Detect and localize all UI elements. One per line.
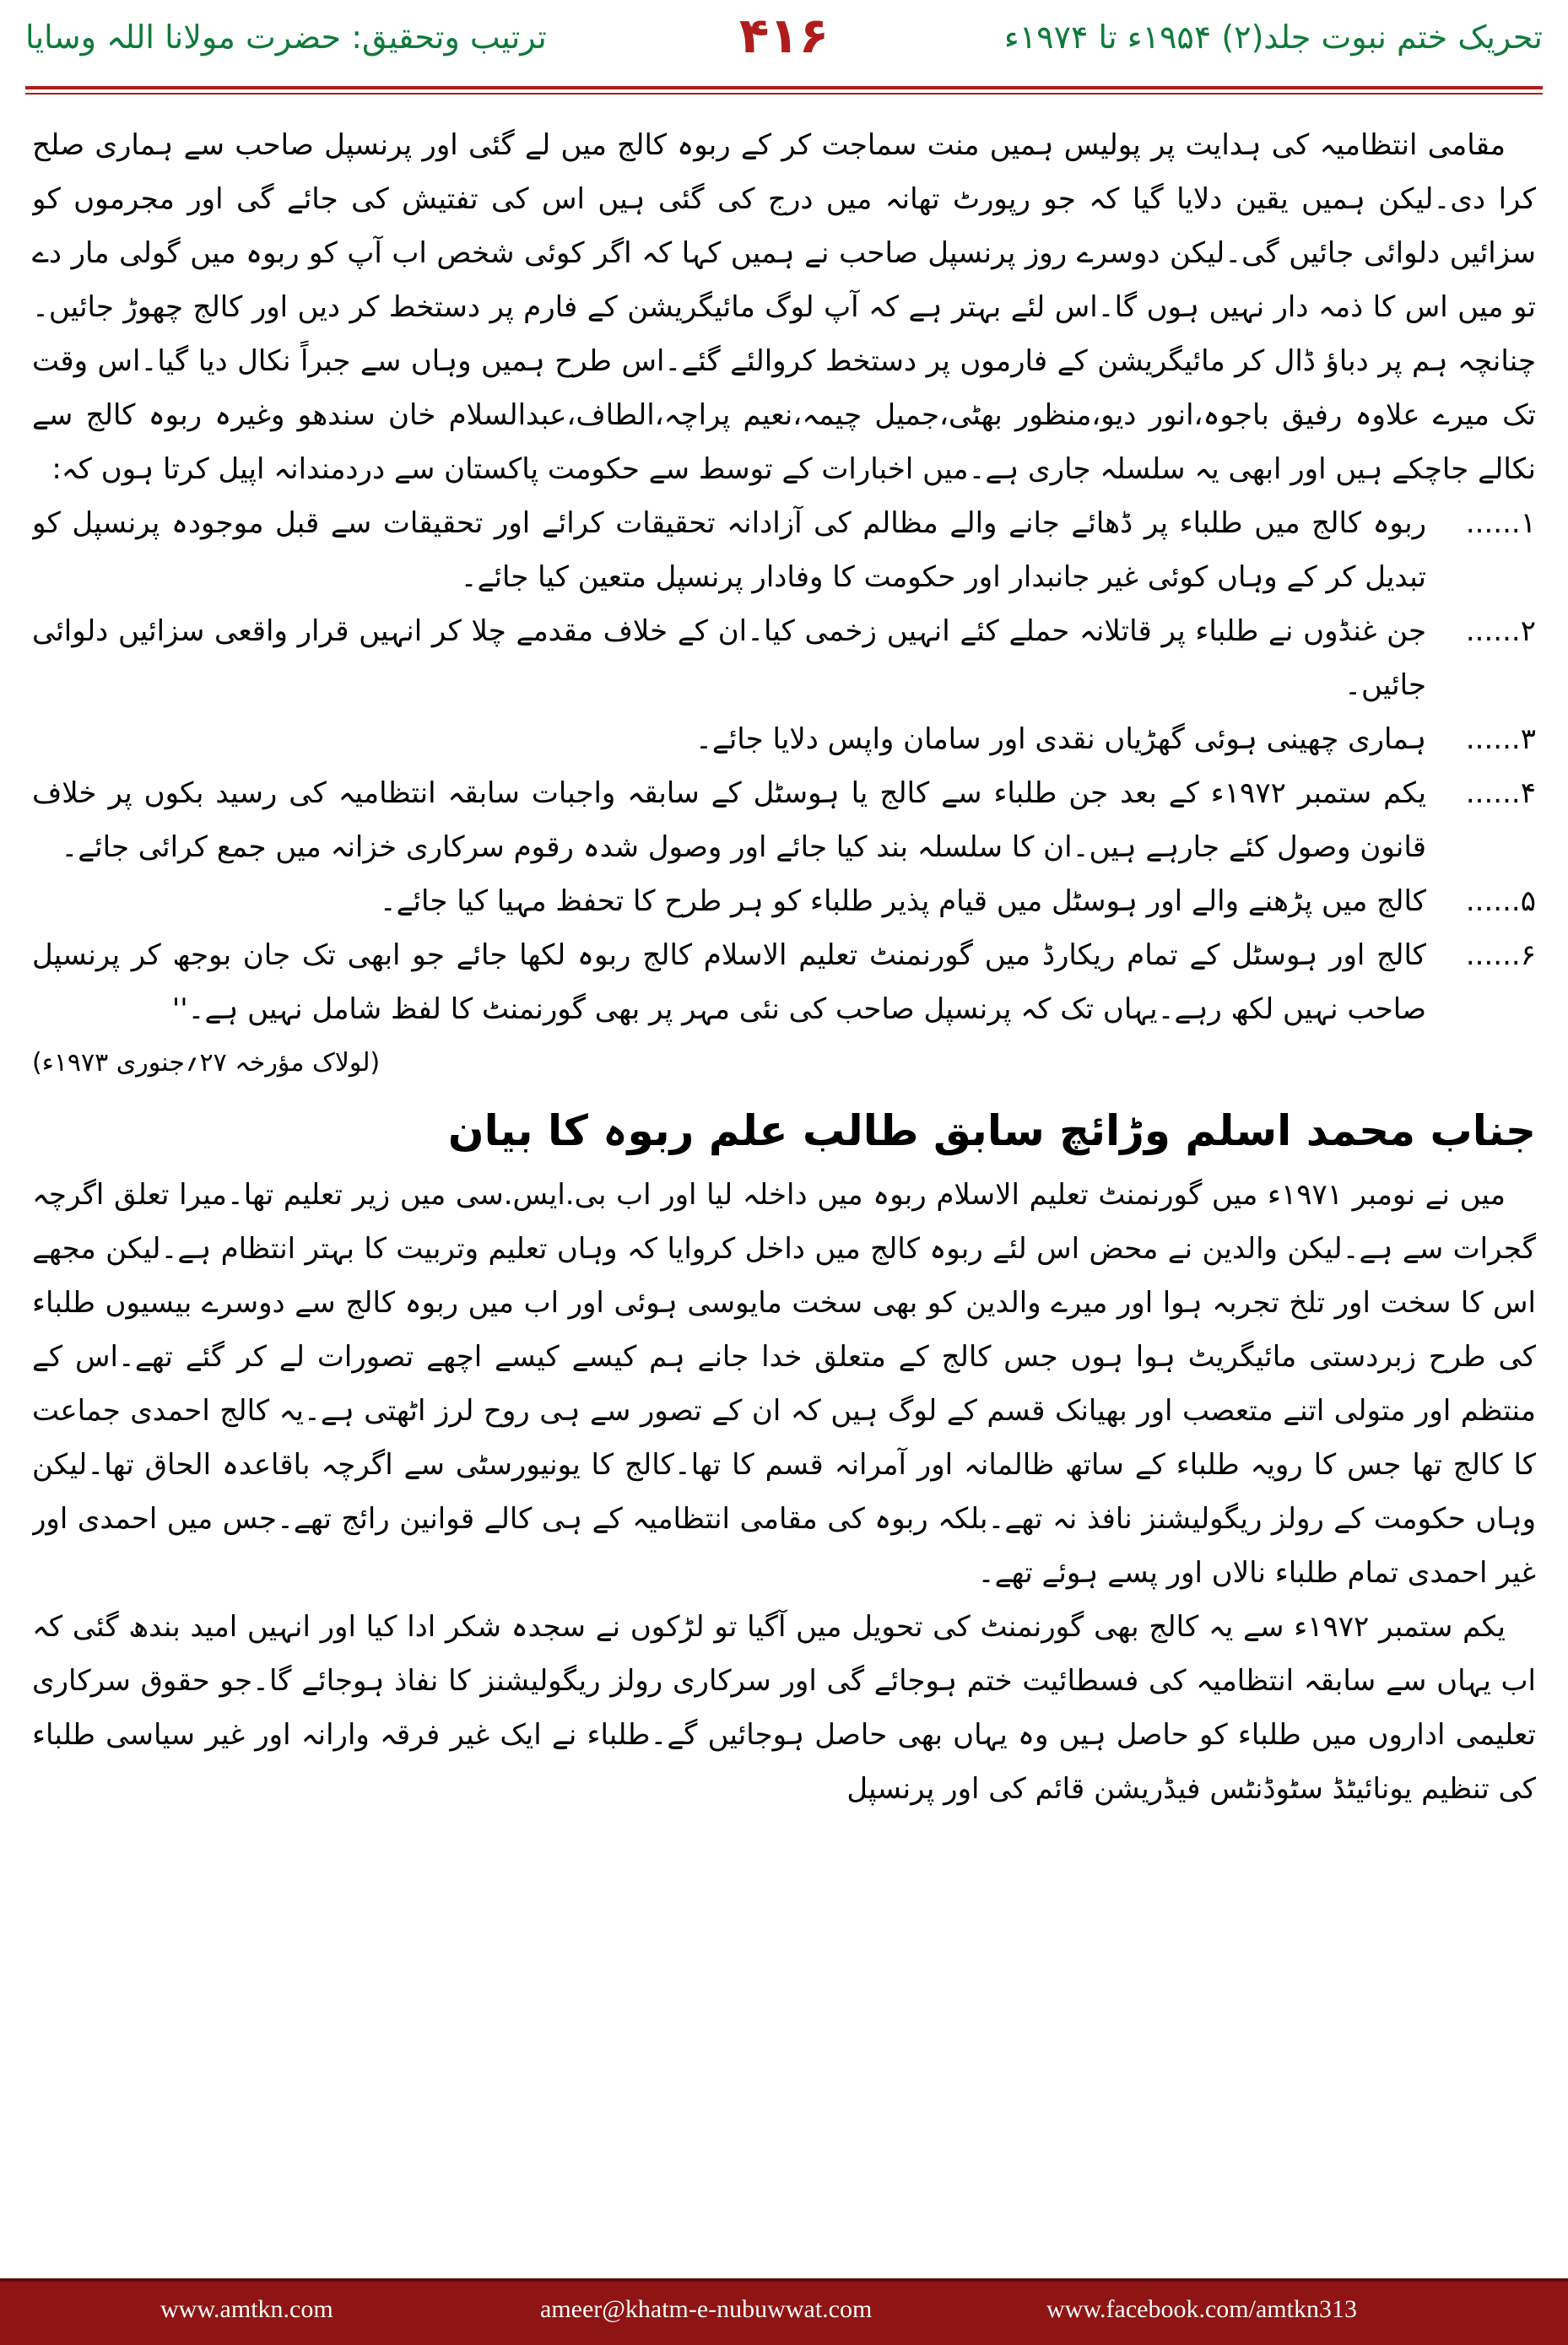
footer-email-link[interactable]: ameer@khatm-e-nubuwwat.com xyxy=(540,2295,873,2323)
header-divider xyxy=(25,86,1543,95)
demand-text: ربوہ کالج میں طلباء پر ڈھائے جانے والے مظالم کی آزادانہ تحقیقات کرائے اور تحقیقات سے قبل موجودہ پرنسپل کو تبدیل کر کے وہاں کوئی غیر جانبدار اور حکومت کا وفادار پرنسپل متعین کیا جائے۔ xyxy=(32,506,1426,594)
demand-number: ۶...... xyxy=(1465,938,1536,972)
demand-item-5 xyxy=(32,874,1536,928)
demand-item-2 xyxy=(32,604,1536,712)
reference-row xyxy=(32,1036,1536,1090)
statement-paragraph-1: میں نے نومبر ۱۹۷۱ء میں گورنمنٹ تعلیم الاسلام ربوہ میں داخلہ لیا اور اب بی.ایس.سی میں زیر تعلیم تھا۔میرا تعلق اگرچہ گجرات سے ہے۔لیکن والدین نے محض اس لئے ربوہ کالج میں داخل کروایا کہ وہاں تعلیم وتربیت کا بہتر انتظام ہے۔لیکن مجھے اس کا سخت اور تلخ تجربہ ہوا اور میرے والدین کو بھی سخت مایوسی ہوئی اور اب میں ربوہ کالج سے دوسرے بیسیوں طلباء کی طرح زبردستی مائیگریٹ ہوا ہوں جس کالج کے متعلق خدا جانے ہم کیسے کیسے اچھے تصورات لے کر گئے تھے۔اس کے منتظم اور متولی اتنے متعصب اور بھیانک قسم کے لوگ ہیں کہ ان کے تصور سے ہی روح لرز اٹھتی ہے۔یہ کالج احمدی جماعت کا کالج تھا جس کا رویہ طلباء کے ساتھ ظالمانہ اور آمرانہ قسم کا تھا۔کالج کا یونیورسٹی سے اگرچہ باقاعدہ الحاق تھا۔لیکن وہاں حکومت کے رولز ریگولیشنز نافذ نہ تھے۔بلکہ ربوہ کی مقامی انتظامیہ کے ہی کالے قوانین رائج تھے۔جس میں احمدی اور غیر احمدی تمام طلباء نالاں اور پسے ہوئے تھے۔ xyxy=(32,1178,1536,1590)
demand-text: کالج اور ہوسٹل کے تمام ریکارڈ میں گورنمنٹ تعلیم الاسلام کالج ربوہ لکھا جائے جو ابھی تک جان بوجھ کر پرنسپل صاحب نہیں لکھ رہے۔یہاں تک کہ پرنسپل صاحب کی نئی مہر پر بھی گورنمنٹ کا لفظ شامل نہیں ہے۔'' xyxy=(32,938,1426,1026)
demand-text: ہماری چھینی ہوئی گھڑیاں نقدی اور سامان واپس دلایا جائے۔ xyxy=(695,722,1426,756)
demand-text: کالج میں پڑھنے والے اور ہوسٹل میں قیام پذیر طلباء کو ہر طرح کا تحفظ مہیا کیا جائے۔ xyxy=(379,884,1426,918)
demand-number: ۱...... xyxy=(1465,506,1536,540)
demand-text: جن غنڈوں نے طلباء پر قاتلانہ حملے کئے انہیں زخمی کیا۔ان کے خلاف مقدمے چلا کر انہیں قرار واقعی سزائیں دلوائی جائیں۔ xyxy=(32,614,1426,702)
book-title: تحریک ختم نبوت جلد(۲) ۱۹۵۴ء تا ۱۹۷۴ء xyxy=(1003,19,1543,56)
page-body xyxy=(32,118,1536,2249)
demand-number: ۴...... xyxy=(1465,776,1536,810)
source-reference: (لولاک مؤرخہ ۲۷؍جنوری ۱۹۷۳ء) xyxy=(32,1048,381,1078)
demand-item-3 xyxy=(32,712,1536,766)
demand-number: ۲...... xyxy=(1465,614,1536,648)
footer-website-link[interactable]: www.amtkn.com xyxy=(160,2295,333,2323)
section-heading: جناب محمد اسلم وڑائچ سابق طالب علم ربوہ کا بیان xyxy=(447,1106,1536,1155)
footer-facebook-link[interactable]: www.facebook.com/amtkn313 xyxy=(1046,2295,1357,2323)
demand-item-6 xyxy=(32,928,1536,1036)
page-number: ۴۱۶ xyxy=(738,7,830,64)
demand-number: ۵...... xyxy=(1465,884,1536,918)
statement-paragraph-2: یکم ستمبر ۱۹۷۲ء سے یہ کالج بھی گورنمنٹ کی تحویل میں آگیا تو لڑکوں نے سجدہ شکر ادا کیا اور انہیں امید بندھ گئی کہ اب یہاں سے سابقہ انتظامیہ کی فسطائیت ختم ہوجائے گی اور سرکاری رولز ریگولیشنز کا نفاذ ہوجائے گا۔جو حقوق سرکاری تعلیمی اداروں میں طلباء کو حاصل ہیں وہ یہاں بھی حاصل ہوجائیں گے۔طلباء نے ایک غیر فرقہ وارانہ اور غیر سیاسی طلباء کی تنظیم یونائیٹڈ سٹوڈنٹس فیڈریشن قائم کی اور پرنسپل xyxy=(32,1610,1536,1806)
demand-text: یکم ستمبر ۱۹۷۲ء کے بعد جن طلباء سے کالج یا ہوسٹل کے سابقہ واجبات سابقہ انتظامیہ کی رسید بکوں پر خلاف قانون وصول کئے جارہے ہیں۔ان کا سلسلہ بند کیا جائے اور وصول شدہ رقوم سرکاری خزانہ میں جمع کرائی جائے۔ xyxy=(32,776,1426,864)
demand-number: ۳...... xyxy=(1465,722,1536,756)
paragraph-intro: مقامی انتظامیہ کی ہدایت پر پولیس ہمیں منت سماجت کر کے ربوہ کالج میں لے گئی اور پرنسپل صاحب سے ہماری صلح کرا دی۔لیکن ہمیں یقین دلایا گیا کہ جو رپورٹ تھانہ میں درج کی گئی ہیں اس کی تفتیش کی جائے گی اور مجرموں کو سزائیں دلوائی جائیں گی۔لیکن دوسرے روز پرنسپل صاحب نے ہمیں کہا کہ اگر کوئی شخص اب آپ کو ربوہ میں گولی مار دے تو میں اس کا ذمہ دار نہیں ہوں گا۔اس لئے بہتر ہے کہ آپ لوگ مائیگریشن کے فارم پر دستخط کر دیں اور کالج چھوڑ جائیں۔چنانچہ ہم پر دباؤ ڈال کر مائیگریشن کے فارموں پر دستخط کروالئے گئے۔اس طرح ہمیں وہاں سے جبراً نکال دیا گیا۔اس وقت تک میرے علاوہ رفیق باجوہ،انور دیو،منظور بھٹی،جمیل چیمہ،نعیم پراچہ،الطاف،عبدالسلام خان سندھو وغیرہ ربوہ کالج سے نکالے جاچکے ہیں اور ابھی یہ سلسلہ جاری ہے۔میں اخبارات کے توسط سے حکومت پاکستان سے دردمندانہ اپیل کرتا ہوں کہ: xyxy=(32,128,1536,486)
compiler-credit: ترتیب وتحقیق: حضرت مولانا اللہ وسایا xyxy=(25,19,547,56)
footer-bar xyxy=(0,2278,1568,2345)
demand-item-4 xyxy=(32,766,1536,874)
demand-item-1 xyxy=(32,496,1536,604)
